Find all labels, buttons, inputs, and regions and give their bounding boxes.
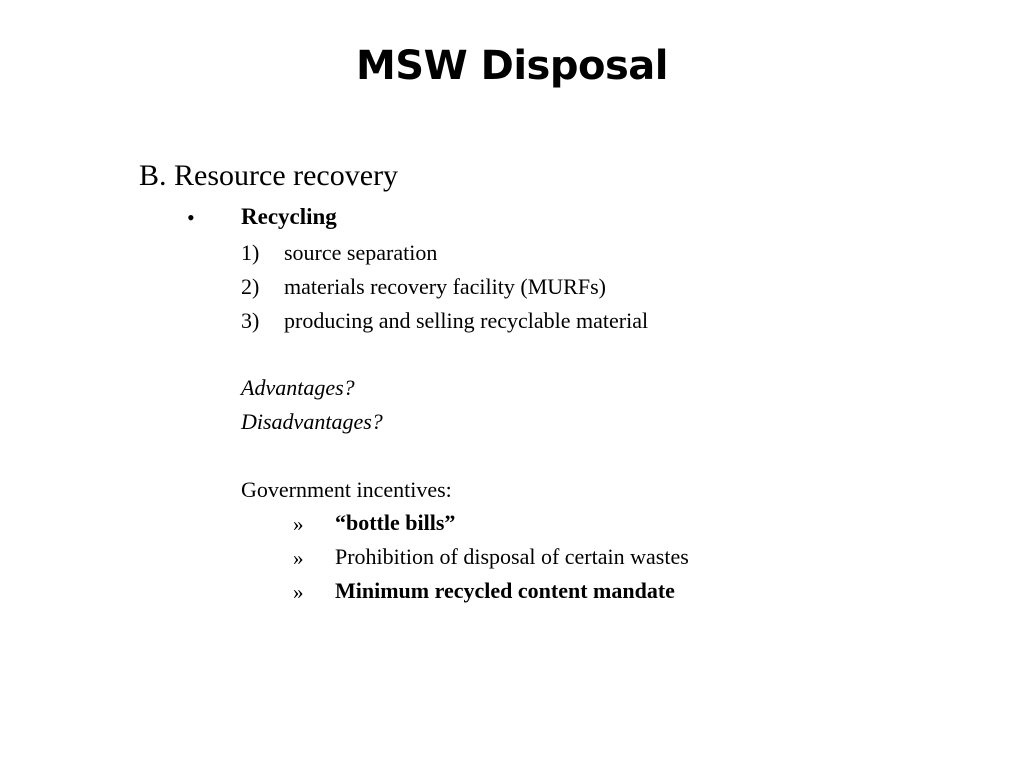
incentives-label: Government incentives: <box>241 477 452 502</box>
section-heading: B. Resource recovery <box>139 159 399 192</box>
sub-bullet-marker: » <box>293 546 304 570</box>
numbered-item-source-separation: source separation <box>284 240 438 265</box>
question-disadvantages: Disadvantages? <box>241 409 383 434</box>
question-advantages: Advantages? <box>241 375 355 400</box>
incentive-item-prohibition: Prohibition of disposal of certain wastes <box>335 544 689 569</box>
incentive-item-bottle-bills: “bottle bills” <box>335 510 456 535</box>
slide-title: MSW Disposal <box>355 43 668 89</box>
bullet-label-recycling: Recycling <box>241 204 337 229</box>
numbered-item-murfs: materials recovery facility (MURFs) <box>284 274 606 299</box>
numbered-marker: 1) <box>241 240 260 265</box>
sub-bullet-marker: » <box>293 580 304 604</box>
incentive-item-minimum-recycled: Minimum recycled content mandate <box>335 578 675 603</box>
numbered-marker: 3) <box>241 308 260 333</box>
sub-bullet-marker: » <box>293 512 304 536</box>
bullet-marker: • <box>187 205 195 230</box>
numbered-item-producing-selling: producing and selling recyclable material <box>284 308 649 333</box>
numbered-marker: 2) <box>241 274 260 299</box>
